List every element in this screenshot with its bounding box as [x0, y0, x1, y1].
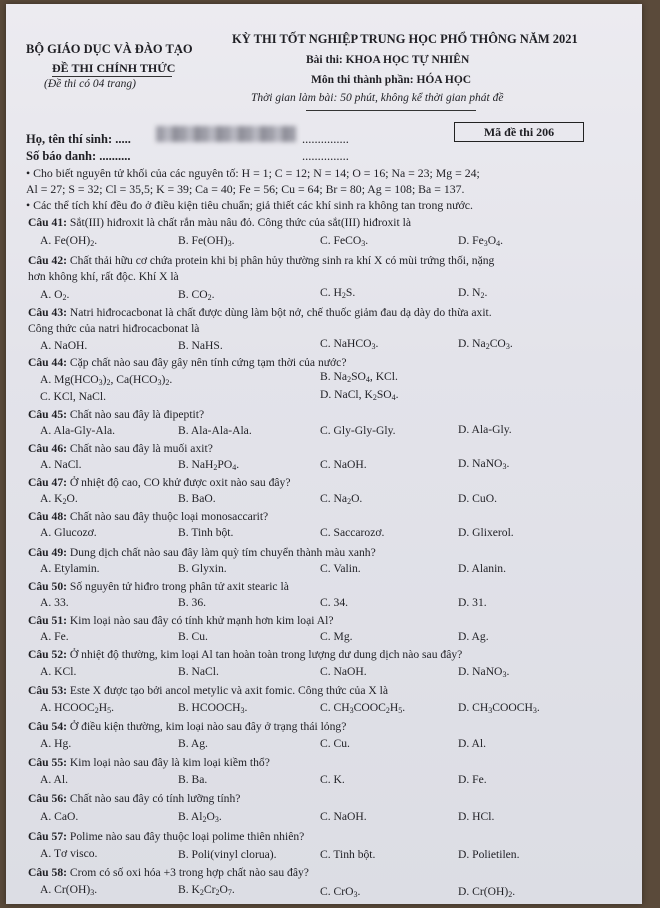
q46-option-c: C. NaOH. — [320, 458, 367, 471]
q49-option-a: A. Etylamin. — [40, 562, 100, 575]
q52-option-b: B. NaCl. — [178, 665, 219, 678]
q41-option-d: D. $Fe_3O_4$. — [458, 234, 504, 248]
q53-option-c: C. $CH_3COOC_2H_5$. — [320, 701, 406, 715]
exam-code-box — [454, 122, 584, 142]
q58-option-c: C. CrO$_3$. — [320, 885, 361, 899]
q43-option-c: C. NaHCO$_3$. — [320, 337, 379, 351]
exam-paper — [6, 4, 642, 904]
ministry-name: BỘ GIÁO DỤC VÀ ĐÀO TẠO — [26, 42, 193, 56]
q42-option-d: D. $N_2$. — [458, 286, 488, 300]
question-48: Câu 48: Chất nào sau đây thuộc loại monosaccarit? — [28, 510, 269, 523]
q55-option-a: A. Al. — [40, 773, 69, 786]
q46-option-d: D. NaNO$_3$. — [458, 457, 510, 471]
q46-option-a: A. NaCl. — [40, 458, 82, 471]
q43-option-b: B. NaHS. — [178, 339, 223, 352]
q53-option-b: B. $HCOOCH_3$. — [178, 701, 248, 715]
question-52: Câu 52: Ở nhiệt độ thường, kim loại Al tan hoàn toàn trong lượng dư dung dịch nào sau đây? — [28, 648, 463, 661]
q42-option-a: A. $O_2$. — [40, 288, 70, 302]
q48-option-a: A. Glucozơ. — [40, 526, 97, 539]
atomic-mass-line-2: Al = 27; S = 32; Cl = 35,5; K = 39; Ca = 40; Fe = 56; Cu = 64; Br = 80; Ag = 108; Ba = 137. — [26, 182, 465, 196]
q46-option-b: B. $NaH_2PO_4$. — [178, 458, 240, 472]
header-underline — [306, 110, 476, 111]
question-45: Câu 45: Chất nào sau đây là đipeptit? — [28, 408, 205, 421]
question-54: Câu 54: Ở điều kiện thường, kim loại nào sau đây ở trạng thái lỏng? — [28, 720, 347, 733]
question-41: Câu 41: Sắt(III) hiđroxit là chất rắn màu nâu đỏ. Công thức của sắt(III) hiđroxit là — [28, 216, 411, 229]
q42-option-c: C. $H_2S$. — [320, 286, 356, 300]
q53-option-a: A. $HCOOC_2H_5$. — [40, 701, 115, 715]
official-underline — [52, 76, 172, 77]
q53-option-d: D. $CH_3COOCH_3$. — [458, 701, 540, 715]
q49-option-b: B. Glyxin. — [178, 562, 227, 575]
subject-group: Bài thi: KHOA HỌC TỰ NHIÊN — [306, 54, 470, 66]
q44-option-c: C. KCl, NaCl. — [40, 390, 107, 403]
q44-option-b: B. $Na_2SO_4$, KCl. — [320, 370, 398, 384]
q52-option-a: A. KCl. — [40, 665, 77, 678]
q49-option-d: D. Alanin. — [458, 562, 506, 575]
q51-option-d: D. Ag. — [458, 630, 489, 643]
exam-time: Thời gian làm bài: 50 phút, không kể thời gian phát đề — [251, 92, 504, 104]
q54-option-c: C. Cu. — [320, 737, 350, 750]
q45-option-d: D. Ala-Gly. — [458, 423, 512, 436]
question-50: Câu 50: Số nguyên tử hiđro trong phân tử axit stearic là — [28, 580, 289, 593]
q48-option-b: B. Tinh bột. — [178, 526, 234, 539]
q45-option-b: B. Ala-Ala-Ala. — [178, 424, 252, 437]
question-42-cont: hơn không khí, rất độc. Khí X là — [28, 270, 179, 283]
name-dots: ............... — [302, 132, 349, 146]
q57-option-d: D. Polietilen. — [458, 848, 520, 861]
q51-option-b: B. Cu. — [178, 630, 208, 643]
q47-option-c: C. $Na_2O$. — [320, 492, 363, 506]
q42-option-b: B. $CO_2$. — [178, 288, 215, 302]
q54-option-a: A. Hg. — [40, 737, 72, 750]
q44-option-a: A. $Mg(HCO_3)_2$, $Ca(HCO_3)_2$. — [40, 373, 173, 387]
q54-option-d: D. Al. — [458, 737, 487, 750]
q44-option-d: D. NaCl, $K_2SO_4$. — [320, 388, 399, 402]
question-47: Câu 47: Ở nhiệt độ cao, CO khử được oxit nào sau đây? — [28, 476, 291, 489]
question-43: Câu 43: Natri hiđrocacbonat là chất được dùng làm bột nở, chế thuốc giảm đau dạ dày do thừa axit. — [28, 306, 492, 319]
redacted-name — [156, 126, 296, 142]
q48-option-c: C. Saccarozơ. — [320, 526, 385, 539]
q49-option-c: C. Valin. — [320, 562, 361, 575]
official-label: ĐỀ THI CHÍNH THỨC — [52, 61, 176, 75]
page-count: (Đề thi có 04 trang) — [44, 78, 136, 90]
question-53: Câu 53: Este X được tạo bởi ancol metylic và axit fomic. Công thức của X là — [28, 684, 389, 697]
q50-option-a: A. 33. — [40, 596, 69, 609]
student-name-label: Họ, tên thí sinh: ..... — [26, 132, 131, 146]
q54-option-b: B. Ag. — [178, 737, 208, 750]
q47-option-d: D. CuO. — [458, 492, 497, 505]
q50-option-b: B. 36. — [178, 596, 207, 609]
q51-option-c: C. Mg. — [320, 630, 353, 643]
q41-option-a: A. $Fe(OH)_2$. — [40, 234, 98, 248]
q55-option-c: C. K. — [320, 773, 345, 786]
question-46: Câu 46: Chất nào sau đây là muối axit? — [28, 442, 213, 455]
q45-option-a: A. Ala-Gly-Ala. — [40, 424, 116, 437]
question-57: Câu 57: Polime nào sau đây thuộc loại polime thiên nhiên? — [28, 830, 305, 843]
exam-title: KỲ THI TỐT NGHIỆP TRUNG HỌC PHỔ THÔNG NĂM 2021 — [232, 32, 578, 46]
question-51: Câu 51: Kim loại nào sau đây có tính khử mạnh hơn kim loại Al? — [28, 614, 334, 627]
student-id-label: Số báo danh: .......... — [26, 149, 131, 163]
question-58: Câu 58: Crom có số oxi hóa +3 trong hợp chất nào sau đây? — [28, 866, 309, 879]
question-55: Câu 55: Kim loại nào sau đây là kim loại kiềm thổ? — [28, 756, 270, 769]
q56-option-b: B. $Al_2O_3$. — [178, 810, 222, 824]
q58-option-b: B. $K_2Cr_2O_7$. — [178, 883, 235, 897]
q56-option-c: C. NaOH. — [320, 810, 367, 823]
q47-option-b: B. BaO. — [178, 492, 216, 505]
q43-option-a: A. NaOH. — [40, 339, 88, 352]
atomic-mass-line-1: • Cho biết nguyên tử khối của các nguyên tố: H = 1; C = 12; N = 14; O = 16; Na = 23; Mg = 24; — [26, 166, 480, 180]
q50-option-c: C. 34. — [320, 596, 349, 609]
q47-option-a: A. $K_2O$. — [40, 492, 78, 506]
q58-option-a: A. $Cr(OH)_3$. — [40, 883, 98, 897]
id-dots: ............... — [302, 149, 349, 163]
question-56: Câu 56: Chất nào sau đây có tính lưỡng tính? — [28, 792, 241, 805]
q52-option-d: D. NaNO$_3$. — [458, 665, 510, 679]
q41-option-c: C. FeCO$_3$. — [320, 234, 369, 248]
gas-note: • Các thể tích khí đều đo ở điều kiện tiêu chuẩn; giả thiết các khí sinh ra không tan trong nước. — [26, 198, 473, 212]
question-42: Câu 42: Chất thải hữu cơ chứa protein khi bị phân hủy thường sinh ra khí X có mùi trứng thối, nặng — [28, 254, 495, 267]
q48-option-d: D. Glixerol. — [458, 526, 514, 539]
q52-option-c: C. NaOH. — [320, 665, 367, 678]
question-44: Câu 44: Cặp chất nào sau đây gây nên tính cứng tạm thời của nước? — [28, 356, 347, 369]
question-49: Câu 49: Dung dịch chất nào sau đây làm quỳ tím chuyển thành màu xanh? — [28, 546, 376, 559]
subject-name: Môn thi thành phần: HÓA HỌC — [311, 74, 472, 86]
q55-option-d: D. Fe. — [458, 773, 487, 786]
q56-option-a: A. CaO. — [40, 810, 79, 823]
q51-option-a: A. Fe. — [40, 630, 69, 643]
question-43-cont: Công thức của natri hiđrocacbonat là — [28, 322, 200, 335]
q45-option-c: C. Gly-Gly-Gly. — [320, 424, 396, 437]
q57-option-c: C. Tinh bột. — [320, 848, 376, 861]
q50-option-d: D. 31. — [458, 596, 487, 609]
q58-option-d: D. $Cr(OH)_2$. — [458, 885, 516, 899]
q43-option-d: D. $Na_2CO_3$. — [458, 337, 513, 351]
q41-option-b: B. $Fe(OH)_3$. — [178, 234, 235, 248]
q57-option-b: B. Poli(vinyl clorua). — [178, 848, 277, 861]
q57-option-a: A. Tơ visco. — [40, 847, 98, 860]
exam-code: Mã đề thi 206 — [483, 125, 555, 139]
q55-option-b: B. Ba. — [178, 773, 208, 786]
q56-option-d: D. HCl. — [458, 810, 495, 823]
